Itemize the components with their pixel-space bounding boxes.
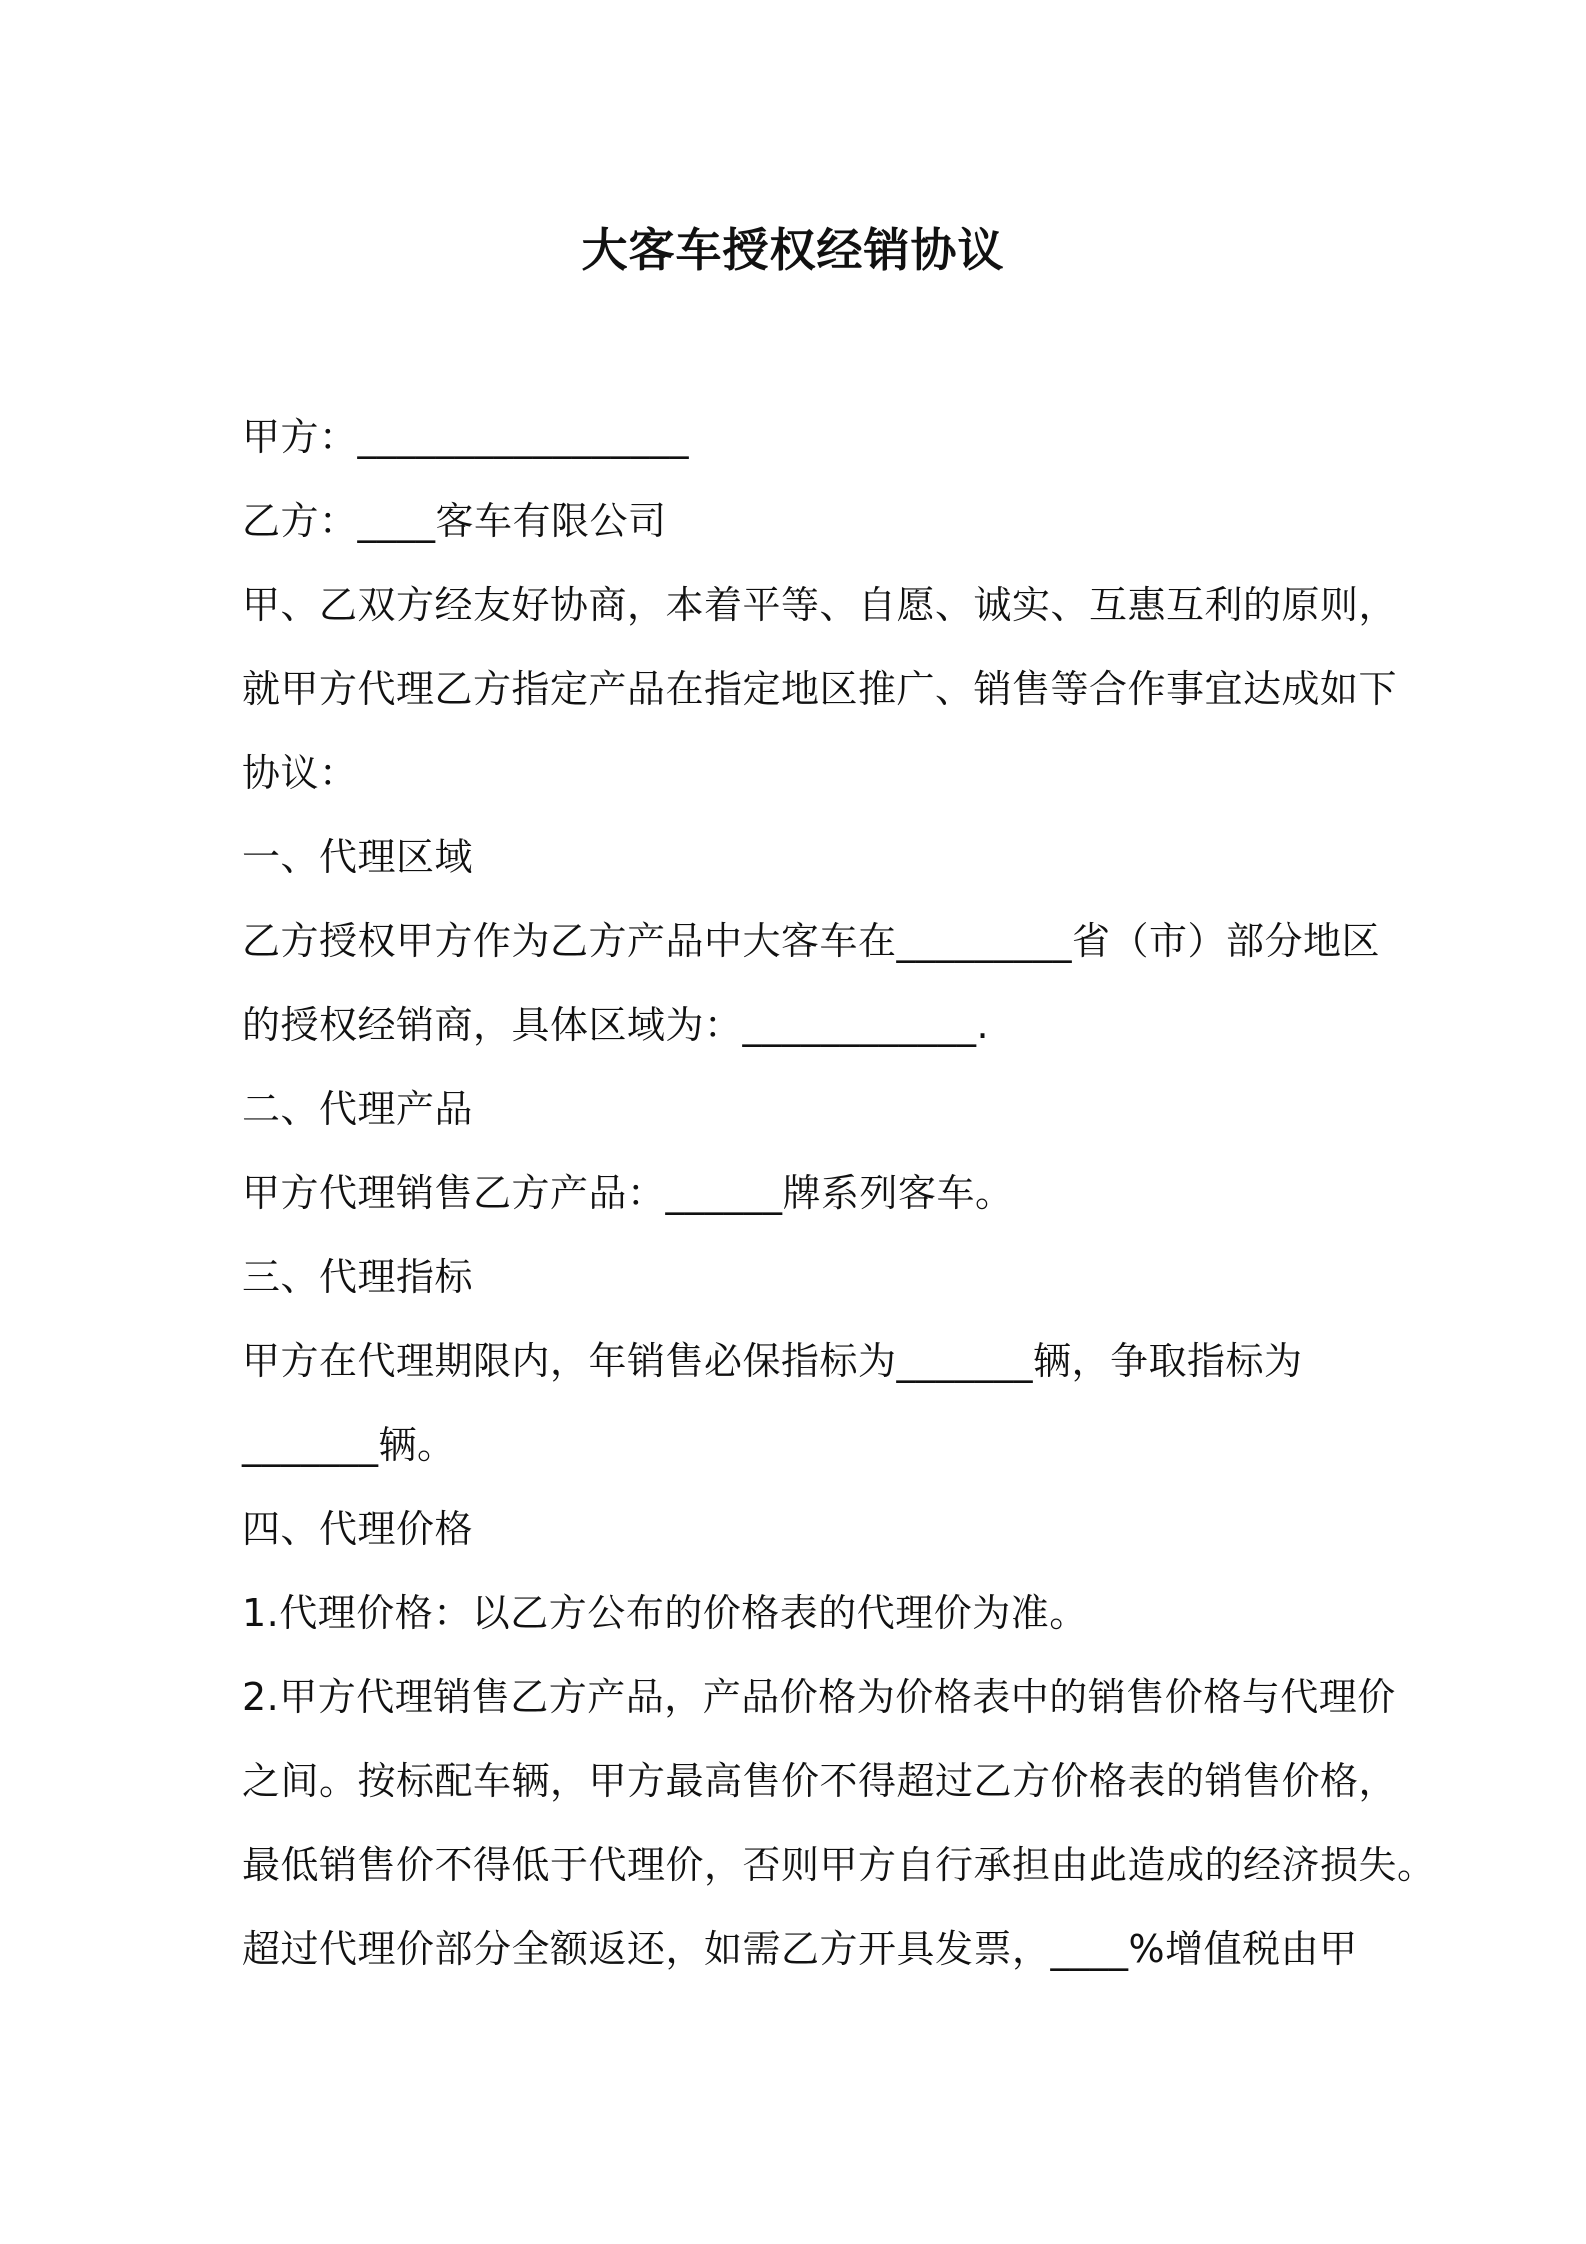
document-title: 大客车授权经销协议	[581, 223, 1005, 277]
paragraph-line: 之间。按标配车辆，甲方最高售价不得超过乙方价格表的销售价格，	[242, 1759, 1398, 1803]
paragraph-line: 超过代理价部分全额返还，如需乙方开具发票，____%增值税由甲	[242, 1927, 1358, 1971]
section-heading: 四、代理价格	[242, 1507, 474, 1551]
intro-paragraph-line: 就甲方代理乙方指定产品在指定地区推广、销售等合作事宜达成如下	[242, 667, 1398, 711]
paragraph-line: 甲方代理销售乙方产品：______牌系列客车。	[242, 1171, 1014, 1215]
section-heading: 一、代理区域	[242, 835, 474, 879]
paragraph-line: 1.代理价格：以乙方公布的价格表的代理价为准。	[242, 1591, 1088, 1635]
intro-paragraph-line: 协议：	[242, 751, 358, 795]
paragraph-line: 乙方授权甲方作为乙方产品中大客车在_________省（市）部分地区	[242, 919, 1381, 963]
section-heading: 三、代理指标	[242, 1255, 474, 1299]
intro-paragraph-line: 甲、乙双方经友好协商，本着平等、自愿、诚实、互惠互利的原则，	[242, 583, 1398, 627]
paragraph-line: _______辆。	[242, 1423, 456, 1467]
paragraph-line: 的授权经销商，具体区域为：____________.	[242, 1003, 990, 1047]
party-b-line: 乙方：____客车有限公司	[242, 499, 667, 543]
paragraph-line: 2.甲方代理销售乙方产品，产品价格为价格表中的销售价格与代理价	[242, 1675, 1396, 1719]
party-a-line: 甲方：_________________	[242, 415, 690, 459]
paragraph-line: 甲方在代理期限内，年销售必保指标为_______辆，争取指标为	[242, 1339, 1303, 1383]
section-heading: 二、代理产品	[242, 1087, 474, 1131]
document-body	[242, 395, 1436, 1991]
paragraph-line: 最低销售价不得低于代理价，否则甲方自行承担由此造成的经济损失。	[242, 1843, 1436, 1887]
